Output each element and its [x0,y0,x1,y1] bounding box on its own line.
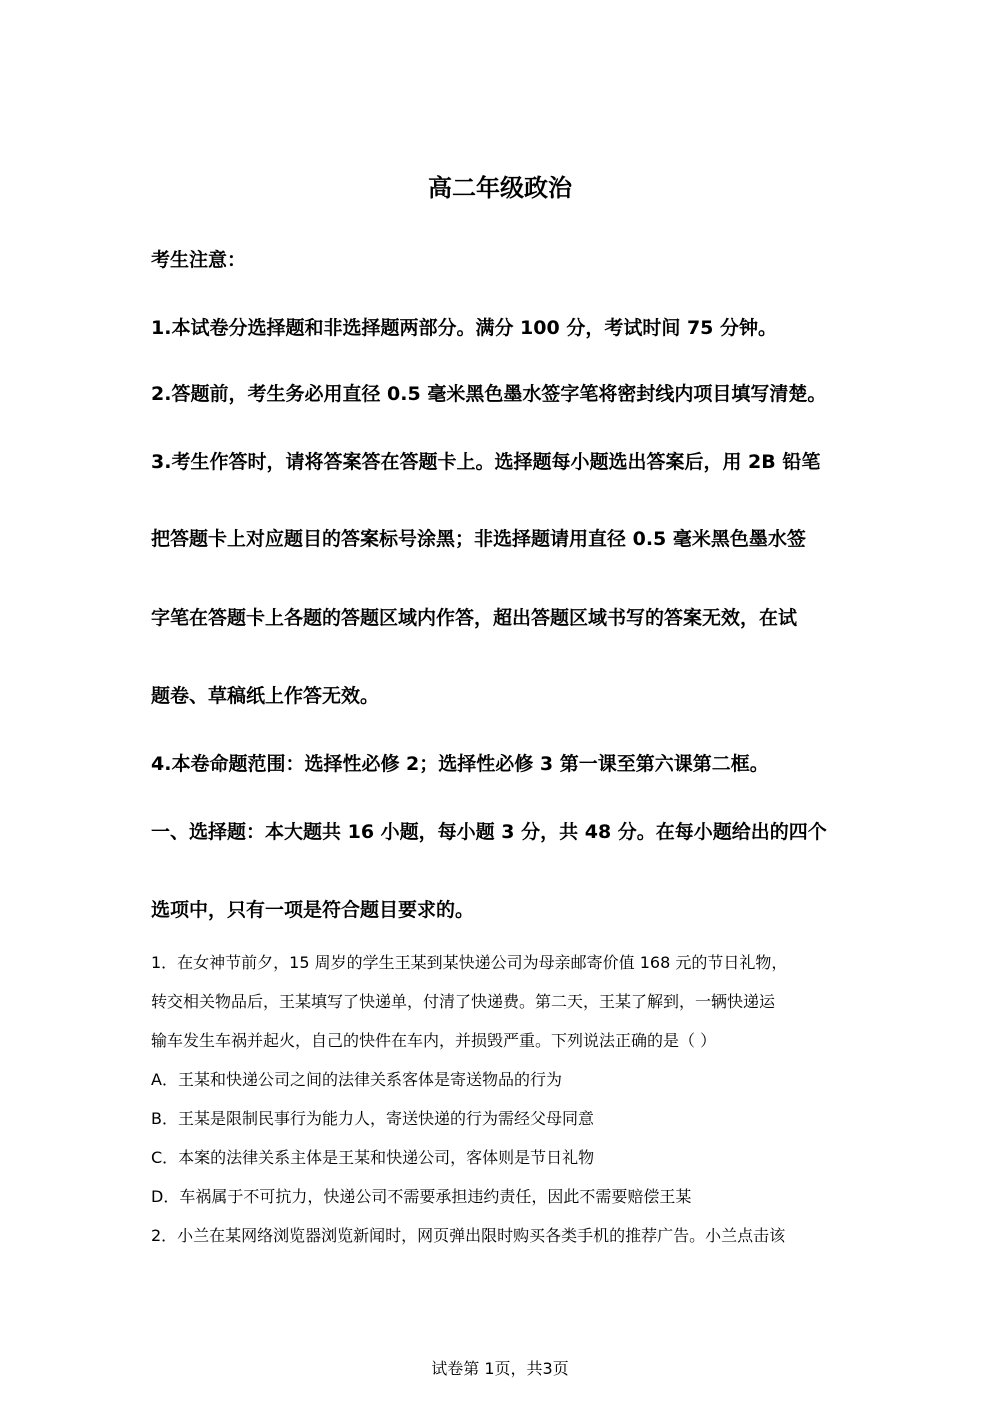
notice-item-3-line-1: 3.考生作答时，请将答案答在答题卡上。选择题每小题选出答案后，用 2B 铅笔 [151,451,821,473]
page-title: 高二年级政治 [428,174,572,202]
section-heading-line-2: 选项中，只有一项是符合题目要求的。 [151,899,475,921]
question-1-option-a: A．王某和快递公司之间的法律关系客体是寄送物品的行为 [151,1070,562,1089]
notice-item-3-line-2: 把答题卡上对应题目的答案标号涂黑；非选择题请用直径 0.5 毫米黑色墨水签 [151,528,806,550]
section-heading-line-1: 一、选择题：本大题共 16 小题，每小题 3 分，共 48 分。在每小题给出的四个 [151,821,827,843]
page-footer: 试卷第 1页，共3页 [431,1359,569,1378]
notice-item-3-line-4: 题卷、草稿纸上作答无效。 [151,685,380,707]
notice-item-4: 4.本卷命题范围：选择性必修 2；选择性必修 3 第一课至第六课第二框。 [151,753,769,775]
question-1-option-d: D．车祸属于不可抗力，快递公司不需要承担违约责任，因此不需要赔偿王某 [151,1187,692,1206]
question-1-option-b: B．王某是限制民事行为能力人，寄送快递的行为需经父母同意 [151,1109,594,1128]
question-1-stem-line-2: 转交相关物品后，王某填写了快递单，付清了快递费。第二天，王某了解到，一辆快递运 [151,992,776,1011]
notice-heading: 考生注意： [151,249,247,271]
question-2-stem-line-1: 2．小兰在某网络浏览器浏览新闻时，网页弹出限时购买各类手机的推荐广告。小兰点击该 [151,1226,786,1245]
notice-item-2: 2.答题前，考生务必用直径 0.5 毫米黑色墨水签字笔将密封线内项目填写清楚。 [151,383,827,405]
question-1-stem-line-1: 1．在女神节前夕，15 周岁的学生王某到某快递公司为母亲邮寄价值 168 元的节日礼物， [151,953,788,972]
question-1-stem-line-3: 输车发生车祸并起火，自己的快件在车内，并损毁严重。下列说法正确的是（ ） [151,1031,717,1050]
notice-item-1: 1.本试卷分选择题和非选择题两部分。满分 100 分，考试时间 75 分钟。 [151,317,777,339]
question-1-option-c: C．本案的法律关系主体是王某和快递公司，客体则是节日礼物 [151,1148,595,1167]
notice-item-3-line-3: 字笔在答题卡上各题的答题区域内作答，超出答题区域书写的答案无效，在试 [151,607,798,629]
